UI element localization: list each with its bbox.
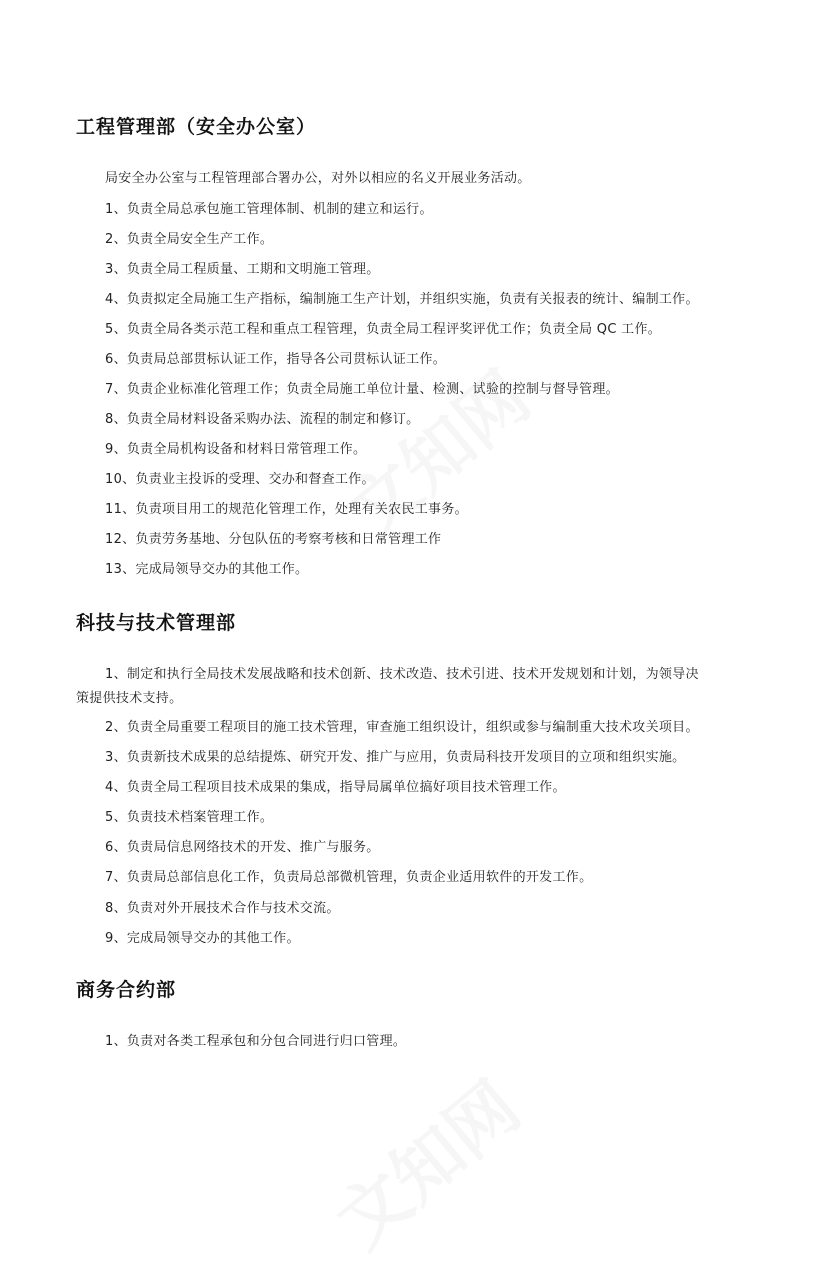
list-item: 11、负责项目用工的规范化管理工作，处理有关农民工事务。 [105,502,468,517]
list-item: 12、负责劳务基地、分包队伍的考察考核和日常管理工作 [105,532,442,547]
list-item: 9、负责全局机构设备和材料日常管理工作。 [105,442,367,457]
list-item: 5、负责全局各类示范工程和重点工程管理，负责全局工程评奖评优工作；负责全局 QC 工作。 [105,322,662,337]
section-title-technology: 科技与技术管理部 [76,612,237,634]
list-item: 3、负责新技术成果的总结提炼、研究开发、推广与应用，负责局科技开发项目的立项和组织实施。 [105,750,686,765]
list-item: 7、负责局总部信息化工作，负责局总部微机管理，负责企业适用软件的开发工作。 [105,870,593,885]
list-item: 7、负责企业标准化管理工作；负责全局施工单位计量、检测、试验的控制与督导管理。 [105,382,619,397]
list-item-continuation: 策提供技术支持。 [76,691,183,706]
list-item: 8、负责全局材料设备采购办法、流程的制定和修订。 [105,412,420,427]
watermark [312,1054,538,1266]
list-item: 5、负责技术档案管理工作。 [105,810,274,825]
section-title-engineering: 工程管理部（安全办公室） [76,116,317,138]
list-item: 8、负责对外开展技术合作与技术交流。 [105,901,340,916]
list-item: 9、完成局领导交办的其他工作。 [105,931,300,946]
list-item: 1、负责对各类工程承包和分包合同进行归口管理。 [105,1034,407,1049]
list-item: 13、完成局领导交办的其他工作。 [105,562,309,577]
paragraph-line: 局安全办公室与工程管理部合署办公，对外以相应的名义开展业务活动。 [105,171,531,186]
list-item: 1、负责全局总承包施工管理体制、机制的建立和运行。 [105,202,433,217]
list-item: 4、负责全局工程项目技术成果的集成，指导局属单位搞好项目技术管理工作。 [105,780,566,795]
list-item: 2、负责全局重要工程项目的施工技术管理，审查施工组织设计，组织或参与编制重大技术攻关项目。 [105,720,699,735]
list-item: 3、负责全局工程质量、工期和文明施工管理。 [105,262,380,277]
list-item: 10、负责业主投诉的受理、交办和督查工作。 [105,472,375,487]
list-item: 6、负责局信息网络技术的开发、推广与服务。 [105,840,380,855]
section-title-commercial: 商务合约部 [76,979,177,1001]
list-item: 4、负责拟定全局施工生产指标，编制施工生产计划，并组织实施，负责有关报表的统计、编制工作。 [105,292,699,307]
list-item: 6、负责局总部贯标认证工作，指导各公司贯标认证工作。 [105,352,447,367]
list-item: 1、制定和执行全局技术发展战略和技术创新、技术改造、技术引进、技术开发规划和计划，为领导决 [105,667,699,682]
list-item: 2、负责全局安全生产工作。 [105,232,274,247]
